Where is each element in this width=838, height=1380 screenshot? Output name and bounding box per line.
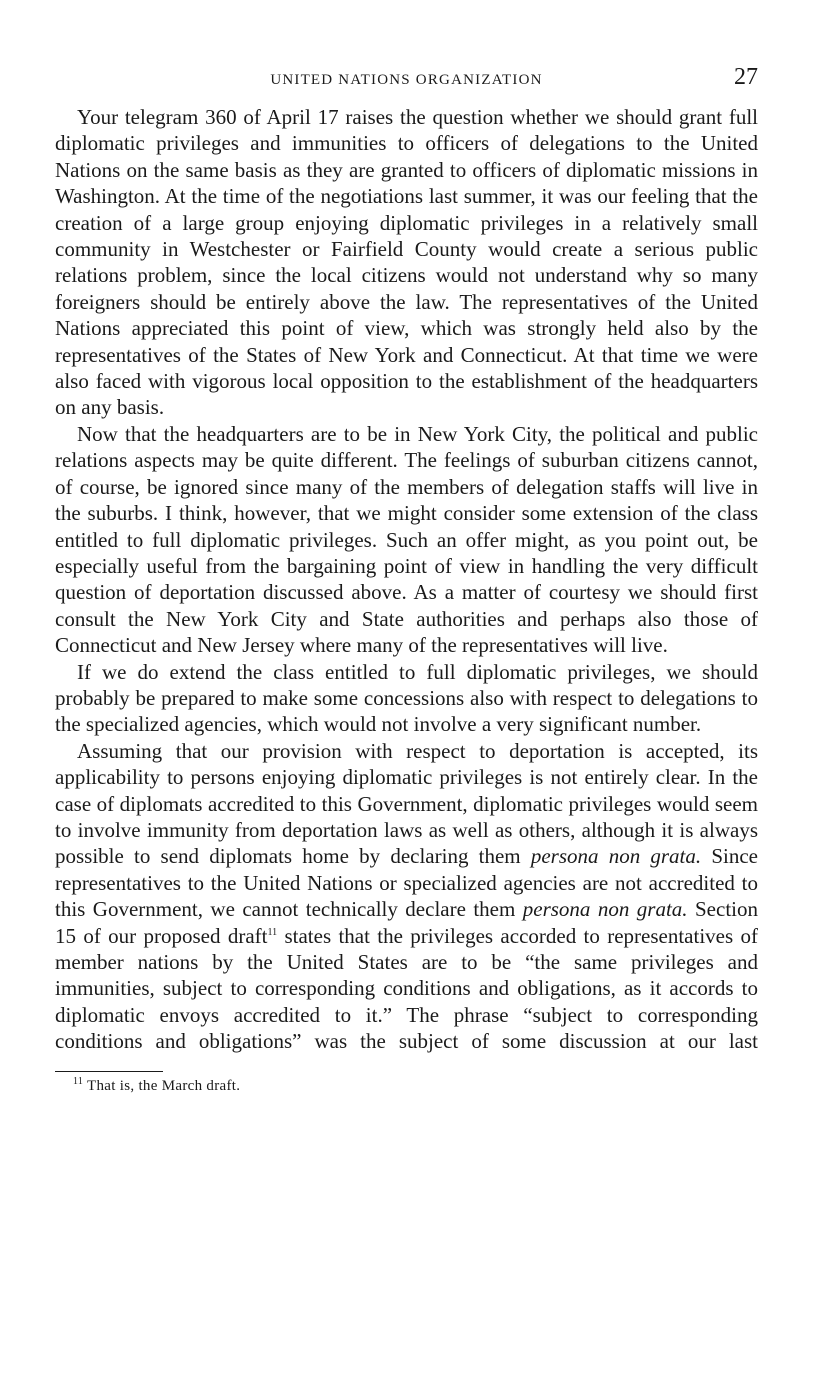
italic-phrase: persona non grata. [530,844,702,869]
paragraph-headquarters: Now that the headquarters are to be in New York City, the political and public relations aspects may be quite different. The feelings of suburban citizens cannot, of course, be ignored since many of the members of delegation staffs will live in the suburbs. I think, however, that we might consider some extension of the class entitled to full diplomatic privileges. Such an offer might, as you point out, be especially useful from the bargaining point of view in handling the very difficult question of deportation discussed above. As a matter of courtesy we should first consult the New York City and State authorities and perhaps also those of Connecticut and New Jersey where many of the representatives will live. [55,421,758,658]
body-text [55,104,758,1055]
document-page [55,60,758,1095]
running-title: UNITED NATIONS ORGANIZATION [270,72,543,88]
paragraph-specialized-agencies: If we do extend the class entitled to full diplomatic privileges, we should probably be prepared to make some concessions also with respect to delegations to the specialized agencies, which would not involve a very significant number. [55,659,758,737]
footnote-text: That is, the March draft. [87,1077,241,1094]
footnote-divider [55,1071,163,1072]
footnote-reference: 11 [267,926,278,938]
footnote [55,1075,758,1095]
paragraph-text-segment: Section 15 of our proposed draft [55,897,758,948]
paragraph-telegram: Your telegram 360 of April 17 raises the question whether we should grant full diplomatic privileges and immunities to officers of delegations to the United Nations on the same basis as they are granted to officers of diplomatic missions in Washington. At the time of the negotiations last summer, it was our feeling that the creation of a large group enjoying diplomatic privileges in a relatively small community in Westchester or Fairfield County would create a serious public relations problem, since the local citizens would not understand why so many foreigners should be entirely above the law. The representatives of the United Nations appreciated this point of view, which was strongly held also by the representatives of the States of New York and Connecticut. At that time we were also faced with vigorous local opposition to the establishment of the headquarters on any basis. [55,105,758,420]
paragraph-text-segment: Assuming that our provision with respect to deportation is accepted, its applicability to persons enjoying diplomatic privileges is not entirely clear. In the case of diplomats accredited to this Government, diplomatic privileges would seem to involve immunity from deportation laws as well as others, although it is always possible to send diplomats home by declaring them [55,738,758,869]
paragraph-text-segment: states that the privileges accorded to representatives of member nations by the United States are to be “the same privileges and immunities, subject to corresponding conditions and obligations, as it accords to diplomatic envoys accredited to it.” The phrase “subject to corresponding conditions and obligations” was the subject of some discussion at our last [55,923,758,1054]
running-header [55,60,758,104]
paragraph-deportation [55,738,758,1055]
footnote-number: 11 [73,1075,84,1087]
paragraph-text-segment: Since representatives to the United Nations or specialized agencies are not accredited to this Government, we cannot technically declare them [55,844,758,922]
italic-phrase: persona non grata. [522,897,688,922]
page-number: 27 [734,64,758,90]
